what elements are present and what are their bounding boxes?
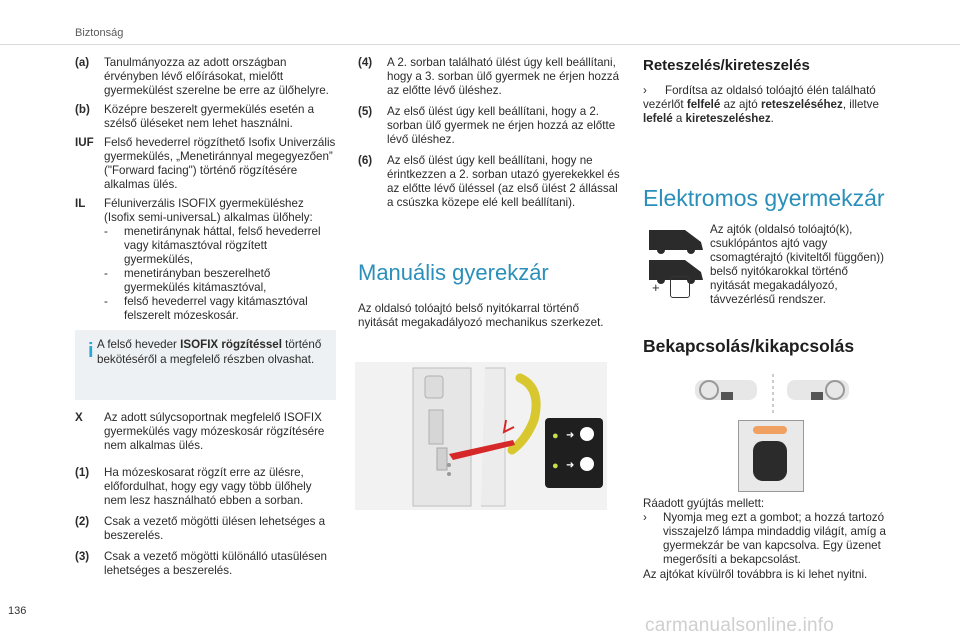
watermark: carmanualsonline.info (645, 615, 835, 636)
definition-key: (b) (75, 103, 90, 116)
lock-lever-icon: ● (552, 430, 559, 442)
definition-key: IUF (75, 136, 94, 149)
definition-text: Csak a vezető mögötti ülésen lehetséges a beszerelés. (104, 515, 326, 542)
bullet-icon: › (643, 84, 647, 97)
definition-text: Csak a vezető mögötti különálló utasülésen lehetséges a beszerelés. (104, 550, 327, 577)
definition-list-notes (75, 466, 337, 583)
definition-text: Az adott súlycsoportnak megfelelő ISOFIX gyermekülés vagy mózeskosár rögzítésére nem alkalmas ülés. (104, 411, 325, 452)
child-lock-button[interactable] (738, 420, 804, 492)
van-icon (649, 230, 703, 250)
definition-text: Tanulmányozza az adott országban érvényben lévő előírásokat, mielőtt gyermekülést szerelne be erre az ülőhelyre. (104, 56, 329, 97)
manual-lock-title: Manuális gyerekzár (358, 260, 549, 285)
definition-row (358, 56, 620, 98)
bullet-icon: › (643, 511, 647, 524)
definition-key: IL (75, 197, 86, 210)
definition-row (358, 105, 620, 147)
child-lock-icon (670, 276, 690, 298)
definition-text: Ha mózeskosarat rögzít erre az ülésre, előfordulhat, hogy egy vagy több ülőhely nem lesz használható ebben a sorban. (104, 466, 312, 507)
arrow-right-icon: ➜ (566, 460, 575, 471)
definition-key: (4) (358, 56, 373, 69)
definition-key: (2) (75, 515, 90, 528)
definition-text: Felső hevederrel rögzíthető Isofix Univerzális gyermekülés, „Menetiránnyal megegyezően” ("Forward facing") történő rögzítésére alkalmas ülés. (104, 136, 336, 191)
definition-row (75, 197, 337, 323)
outside-open-text: Az ajtókat kívülről továbbra is ki lehet nyitni. (643, 568, 868, 581)
definition-row (75, 466, 337, 508)
child-unlocked-icon (580, 457, 594, 471)
definition-row (75, 515, 337, 543)
definition-key: (3) (75, 550, 90, 563)
arrow-right-icon: ➜ (566, 430, 575, 441)
lock-unlock-title: Reteszelés/kireteszelés (643, 57, 810, 74)
child-locked-icon (580, 427, 594, 441)
on-off-title: Bekapcsolás/kikapcsolás (643, 336, 855, 356)
definition-key: (a) (75, 56, 90, 69)
lock-unlock-text: › Fordítsa az oldalsó tolóajtó élén található vezérlőt felfelé az ajtó reteszeléséhez, illetve lefelé a kireteszeléshez. (643, 84, 879, 125)
electric-lock-text: Az ajtók (oldalsó tolóajtó(k), csuklópántos ajtó vagy csomagtérajtó (kiviteltől függően)) belső nyitókarokkal történő nyitását megakadályozó, távvezérlésű rendszer. (710, 223, 884, 306)
definition-row (75, 550, 337, 578)
dashboard-icons (695, 374, 855, 414)
child-lock-icon (753, 441, 787, 481)
page-number: 136 (8, 605, 27, 617)
il-intro: Féluniverzális ISOFIX gyermeküléshez (Isofix semi-universaL) alkalmas ülőhely: (104, 197, 313, 224)
ignition-text: Ráadott gyújtás mellett: (643, 497, 765, 510)
definition-key: (6) (358, 154, 373, 167)
electric-lock-title: Elektromos gyermekzár (643, 185, 885, 211)
plus-icon: + (652, 280, 660, 295)
definition-key: (1) (75, 466, 90, 479)
definition-text: Az első ülést úgy kell beállítani, hogy a 2. sorban ülő gyermek ne érjen hozzá az előtte lévő üléshez. (387, 105, 616, 146)
header-divider (0, 44, 960, 45)
definition-list-middle (358, 56, 620, 215)
definition-text (104, 197, 337, 323)
info-note-text: A felső heveder ISOFIX rögzítéssel történő bekötéséről a megfelelő részben olvashat. (97, 338, 322, 366)
section-header: Biztonság (75, 27, 124, 39)
definition-key: X (75, 411, 83, 424)
il-item: - menetirányban beszerelhető gyermekülés kitámasztóval, (104, 267, 271, 294)
definition-text: Az első ülést úgy kell beállítani, hogy ne érintkezzen a 2. sorban utazó gyerekekkel és az előtte lévő üléssel (az első ülést 2 állással a csúszka közepe elé kell beállítani). (387, 154, 620, 209)
definition-row (358, 154, 620, 210)
definition-key: (5) (358, 105, 373, 118)
definition-row (75, 411, 337, 453)
definition-row (75, 136, 337, 192)
info-note-box (75, 330, 336, 400)
definition-row (75, 56, 337, 98)
definition-text: A 2. sorban található ülést úgy kell beállítani, hogy a 3. sorban ülő gyermek ne érjen hozzá az előtte lévő üléshez. (387, 56, 620, 97)
info-icon: i (88, 340, 94, 362)
definition-row (75, 103, 337, 131)
il-item: - menetiránynak háttal, felső hevederrel vagy kitámasztóval rögzített gyermekülés, (104, 225, 321, 266)
press-button-text: › Nyomja meg ezt a gombot; a hozzá tartozó visszajelző lámpa mindaddig világít, amíg a gyermekzár be van kapcsolva. Egy üzenet megerősíti a bekapcsolást. (643, 511, 886, 566)
definition-list-top (75, 56, 337, 323)
definition-list-x (75, 411, 337, 458)
unlock-lever-icon: ● (552, 460, 559, 472)
lock-position-panel (548, 424, 600, 484)
manual-lock-text: Az oldalsó tolóajtó belső nyitókarral történő nyitását megakadályozó mechanikus szerkezet. (358, 302, 604, 329)
indicator-lamp (753, 426, 787, 434)
il-item: - felső hevederrel vagy kitámasztóval felszerelt mózeskosár. (104, 295, 308, 322)
definition-text: Középre beszerelt gyermekülés esetén a szélső üléseket nem lehet használni. (104, 103, 315, 130)
